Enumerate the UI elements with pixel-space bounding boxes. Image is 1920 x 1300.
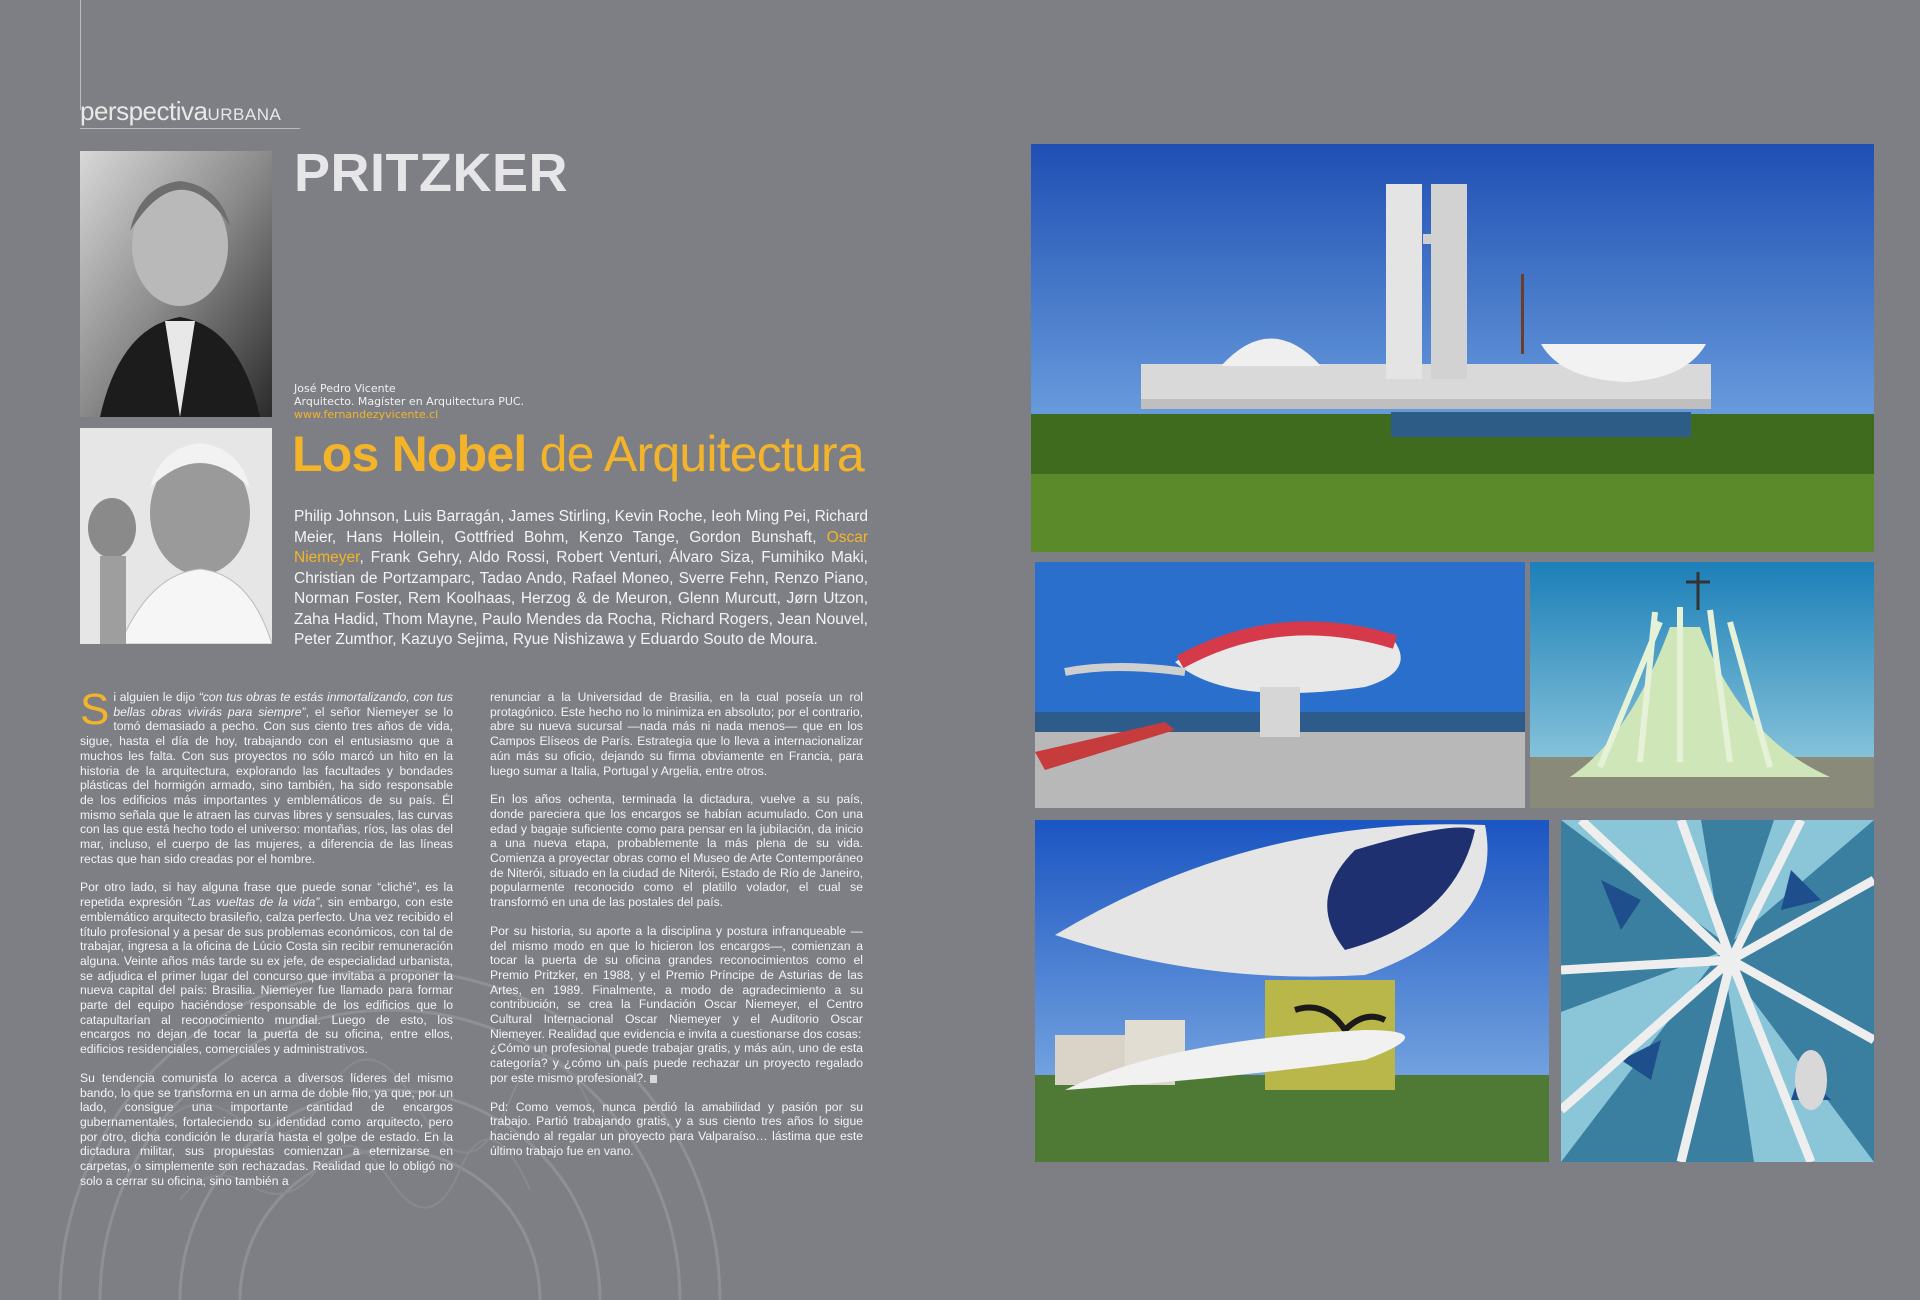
section-underline [80, 128, 300, 129]
author-website[interactable]: www.fernandezyvicente.cl [294, 408, 439, 421]
laureates-after: , Frank Gehry, Aldo Rossi, Robert Venturi, Álvaro Siza, Fumihiko Maki, Christian de Portzamparc, Tadao Ando, Rafael Moneo, Sverre Fehn, Renzo Piano, Norman Foster, Rem Koolhaas, Herzog & de Meuron, Glenn Murcutt, Jørn Utzon, Zaha Hadid, Thom Mayne, Paulo Mendes da Rocha, Richard Rogers, Jean Nouvel, Peter Zumthor, Kazuyo Sejima, Ryue Nishizawa y Eduardo Souto de Moura. [294, 549, 868, 648]
paragraph [80, 685, 453, 866]
text: , sin embargo, con este emblemático arquitecto brasileño, calza perfecto. Una vez recibido el título profesional y a pesar de sus problemas económicos, con tal de trabajar, ingresa a la oficina de Lúcio Costa sin recibir remuneración alguna. Veinte años más tarde su ex jefe, de especialidad urbanista, se adjudica el primer lugar del concurso que invitaba a proponer la nueva capital del país: Brasilia. Niemeyer fue llamado para formar parte del equipo haciéndose responsable de los edificios que lo catapultarían al reconocimiento mundial. Luego de esto, los encargos no dejan de tocar la puerta de su oficina, entre ellos, edificios residenciales, comerciales y administrativos. [80, 895, 453, 1057]
text: ¿Cómo un profesional puede trabajar gratis, y más aún, uno de esta categoría? y ¿cómo un país puede rechazar un proyecto regalado por este mismo profesional?. [490, 1041, 863, 1085]
laureate-highlight: Oscar Niemeyer [294, 528, 868, 566]
body-column-1 [80, 685, 453, 1203]
quote: “Las vueltas de la vida” [187, 895, 320, 910]
paragraph: Pd: Como vemos, nunca perdió la amabilidad y pasión por su trabajo. Partió trabajando gratis, y a sus ciento tres años lo sigue haciendo al regalar un proyecto para Valparaíso… lástima que este último trabajo fue en vano. [490, 1099, 863, 1158]
author-name: José Pedro Vicente [294, 382, 396, 395]
niemeyer-portrait-photo [80, 428, 272, 644]
paragraph [80, 880, 453, 1056]
paragraph [490, 1041, 863, 1085]
headline-bold: Los Nobel [292, 426, 527, 482]
section-sub: URBANA [207, 105, 282, 124]
drop-cap: S [80, 685, 110, 734]
paragraph: Su tendencia comunista lo acerca a diversos líderes del mismo bando, lo que se transforma en un arma de doble filo, ya que, por un lado, consigue una importante cantidad de encargos gubernamentales, fortaleciendo su identidad como arquitecto, pero por otro, dicha condición le duraría hasta el golpe de estado. En la dictadura militar, sus propuestas comienzan a eternizarse en carpetas, o simplemente son rechazadas. Realidad que lo obligó no solo a cerrar su oficina, sino también a [80, 1070, 453, 1188]
section-main: perspectiva [80, 96, 208, 126]
paragraph: Por su historia, su aporte a la disciplina y postura infranqueable —del mismo modo en que lo hicieron los encargos—, comienzan a tocar la puerta de su oficina grandes reconocimientos como el Premio Pritzker, en 1988, y el Premio Príncipe de Asturias de las Artes, en 1989. Finalmente, a modo de agradecimiento a su contribución, se crea la Fundación Oscar Niemeyer, el Centro Cultural Internacional Oscar Niemeyer y el Auditorio Oscar Niemeyer. Realidad que evidencia e invita a cuestionarse dos cosas: [490, 923, 863, 1041]
curitiba-museum-photo [1035, 820, 1549, 1162]
national-congress-photo [1031, 144, 1874, 552]
end-mark-icon [650, 1075, 657, 1083]
niteroi-museum-photo [1035, 562, 1525, 808]
headline-rest: de Arquitectura [526, 426, 864, 482]
author-credit [294, 382, 524, 421]
laureates-before: Philip Johnson, Luis Barragán, James Stirling, Kevin Roche, Ieoh Ming Pei, Richard Meier, Hans Hollein, Gottfried Bohm, Kenzo Tange, Gordon Bunshaft, [294, 508, 868, 546]
page-title: PRITZKER [294, 143, 568, 203]
author-role: Arquitecto. Magíster en Arquitectura PUC. [294, 395, 525, 408]
paragraph: renunciar a la Universidad de Brasilia, en la cual poseía un rol protagónico. Este hecho no lo minimiza en absoluto; por el contrario, abre su nueva sucursal —nada más ni nada menos— que en los Campos Elíseos de París. Estrategia que lo lleva a internacionalizar aún más su oficio, dejando su firma obviamente en Francia, para luego sumar a Italia, Portugal y Argelia, entre otros. [490, 690, 863, 778]
text: i alguien le dijo [113, 690, 199, 704]
section-label [80, 96, 281, 127]
top-rule [80, 0, 81, 110]
quote: “con tus obras te estás inmortalizando, con tus bellas obras vivirás para siempre” [113, 690, 453, 719]
text: Por otro lado, si hay alguna frase que puede sonar “cliché”, es la repetida expresión [80, 880, 453, 910]
text: , el señor Niemeyer se lo tomó demasiado a pecho. Con sus ciento tres años de vida, sigue, hasta el día de hoy, trabajando con el entusiasmo que a muchos les falta. Con sus proyectos no sólo marcó un hito en la historia de la arquitectura, explorando las facultades y bondades plásticas del hormigón armado, sino también, ha sido responsable de los edificios más importantes y emblemáticos de su país. Él mismo señala que le atraen las curvas libres y sensuales, las curvas con las que está hecho todo el universo: montañas, ríos, las olas del mar, incluso, el cuerpo de las mujeres, a diferencia de las líneas rectas que han sido creadas por el hombre. [80, 704, 453, 866]
article-headline [292, 425, 864, 483]
author-portrait-photo [80, 151, 272, 417]
cathedral-interior-photo [1561, 820, 1874, 1162]
body-column-2 [490, 690, 863, 1172]
brasilia-cathedral-photo [1530, 562, 1874, 808]
laureates-list [294, 507, 868, 651]
paragraph: En los años ochenta, terminada la dictadura, vuelve a su país, donde pareciera que los encargos se habían acumulado. Con una edad y bagaje suficiente como para pensar en la jubilación, da inicio a una nueva etapa, probablemente la más plena de su vida. Comienza a proyectar obras como el Museo de Arte Contemporáneo de Niterói, situado en la ciudad de Niterói, Estado de Río de Janeiro, popularmente reconocido como el platillo volador, el cual se transformó en una de las postales del país. [490, 792, 863, 910]
